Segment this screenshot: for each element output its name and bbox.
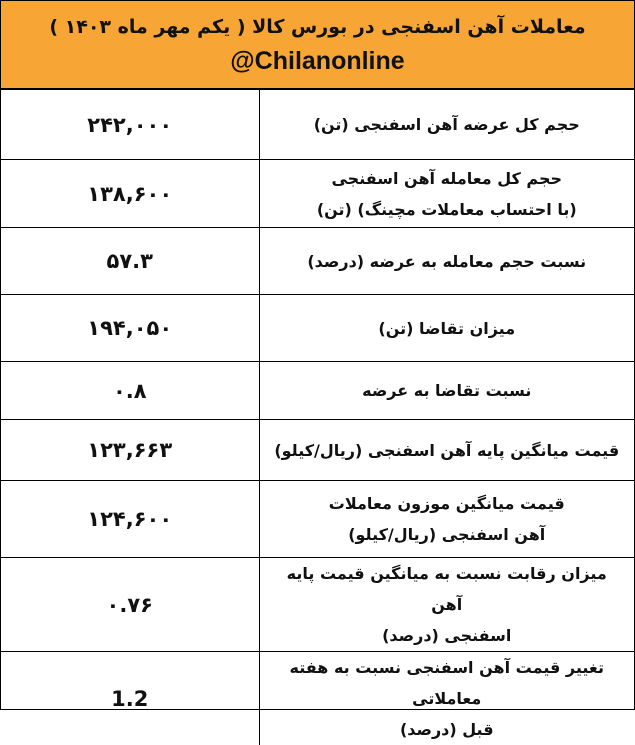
- row-value: ۲۴۲,۰۰۰: [1, 90, 259, 160]
- row-value: ۱۲۳,۶۶۳: [1, 420, 259, 481]
- table-row: [1, 295, 634, 362]
- row-value: 1.2: [1, 652, 259, 745]
- table-row: [1, 160, 634, 228]
- table-row: [1, 652, 634, 745]
- table-row: [1, 558, 634, 652]
- stats-table: [1, 89, 634, 745]
- table-header: [1, 1, 634, 89]
- row-label: میزان رقابت نسبت به میانگین قیمت پایه آهن اسفنجی (درصد): [259, 558, 634, 652]
- row-label: حجم کل معامله آهن اسفنجی (با احتساب معاملات مچینگ) (تن): [259, 160, 634, 228]
- row-label: قیمت میانگین پایه آهن اسفنجی (ریال/کیلو): [259, 420, 634, 481]
- table-row: [1, 481, 634, 558]
- row-label: میزان تقاضا (تن): [259, 295, 634, 362]
- row-label: نسبت تقاضا به عرضه: [259, 362, 634, 420]
- row-value: ۱۹۴,۰۵۰: [1, 295, 259, 362]
- row-value: ۰.۷۶: [1, 558, 259, 652]
- row-label: نسبت حجم معامله به عرضه (درصد): [259, 228, 634, 295]
- row-value: ۰.۸: [1, 362, 259, 420]
- row-label: تغییر قیمت آهن اسفنجی نسبت به هفته معاملاتی قبل (درصد): [259, 652, 634, 745]
- table-row: [1, 228, 634, 295]
- row-value: ۵۷.۳: [1, 228, 259, 295]
- table-row: [1, 90, 634, 160]
- row-value: ۱۳۸,۶۰۰: [1, 160, 259, 228]
- table-row: [1, 362, 634, 420]
- row-label: حجم کل عرضه آهن اسفنجی (تن): [259, 90, 634, 160]
- table-row: [1, 420, 634, 481]
- table-title: معاملات آهن اسفنجی در بورس کالا ( یکم مهر ماه ۱۴۰۳ ): [49, 13, 585, 41]
- channel-handle: @Chilanonline: [230, 45, 404, 77]
- row-label: قیمت میانگین موزون معاملات آهن اسفنجی (ریال/کیلو): [259, 481, 634, 558]
- row-value: ۱۲۴,۶۰۰: [1, 481, 259, 558]
